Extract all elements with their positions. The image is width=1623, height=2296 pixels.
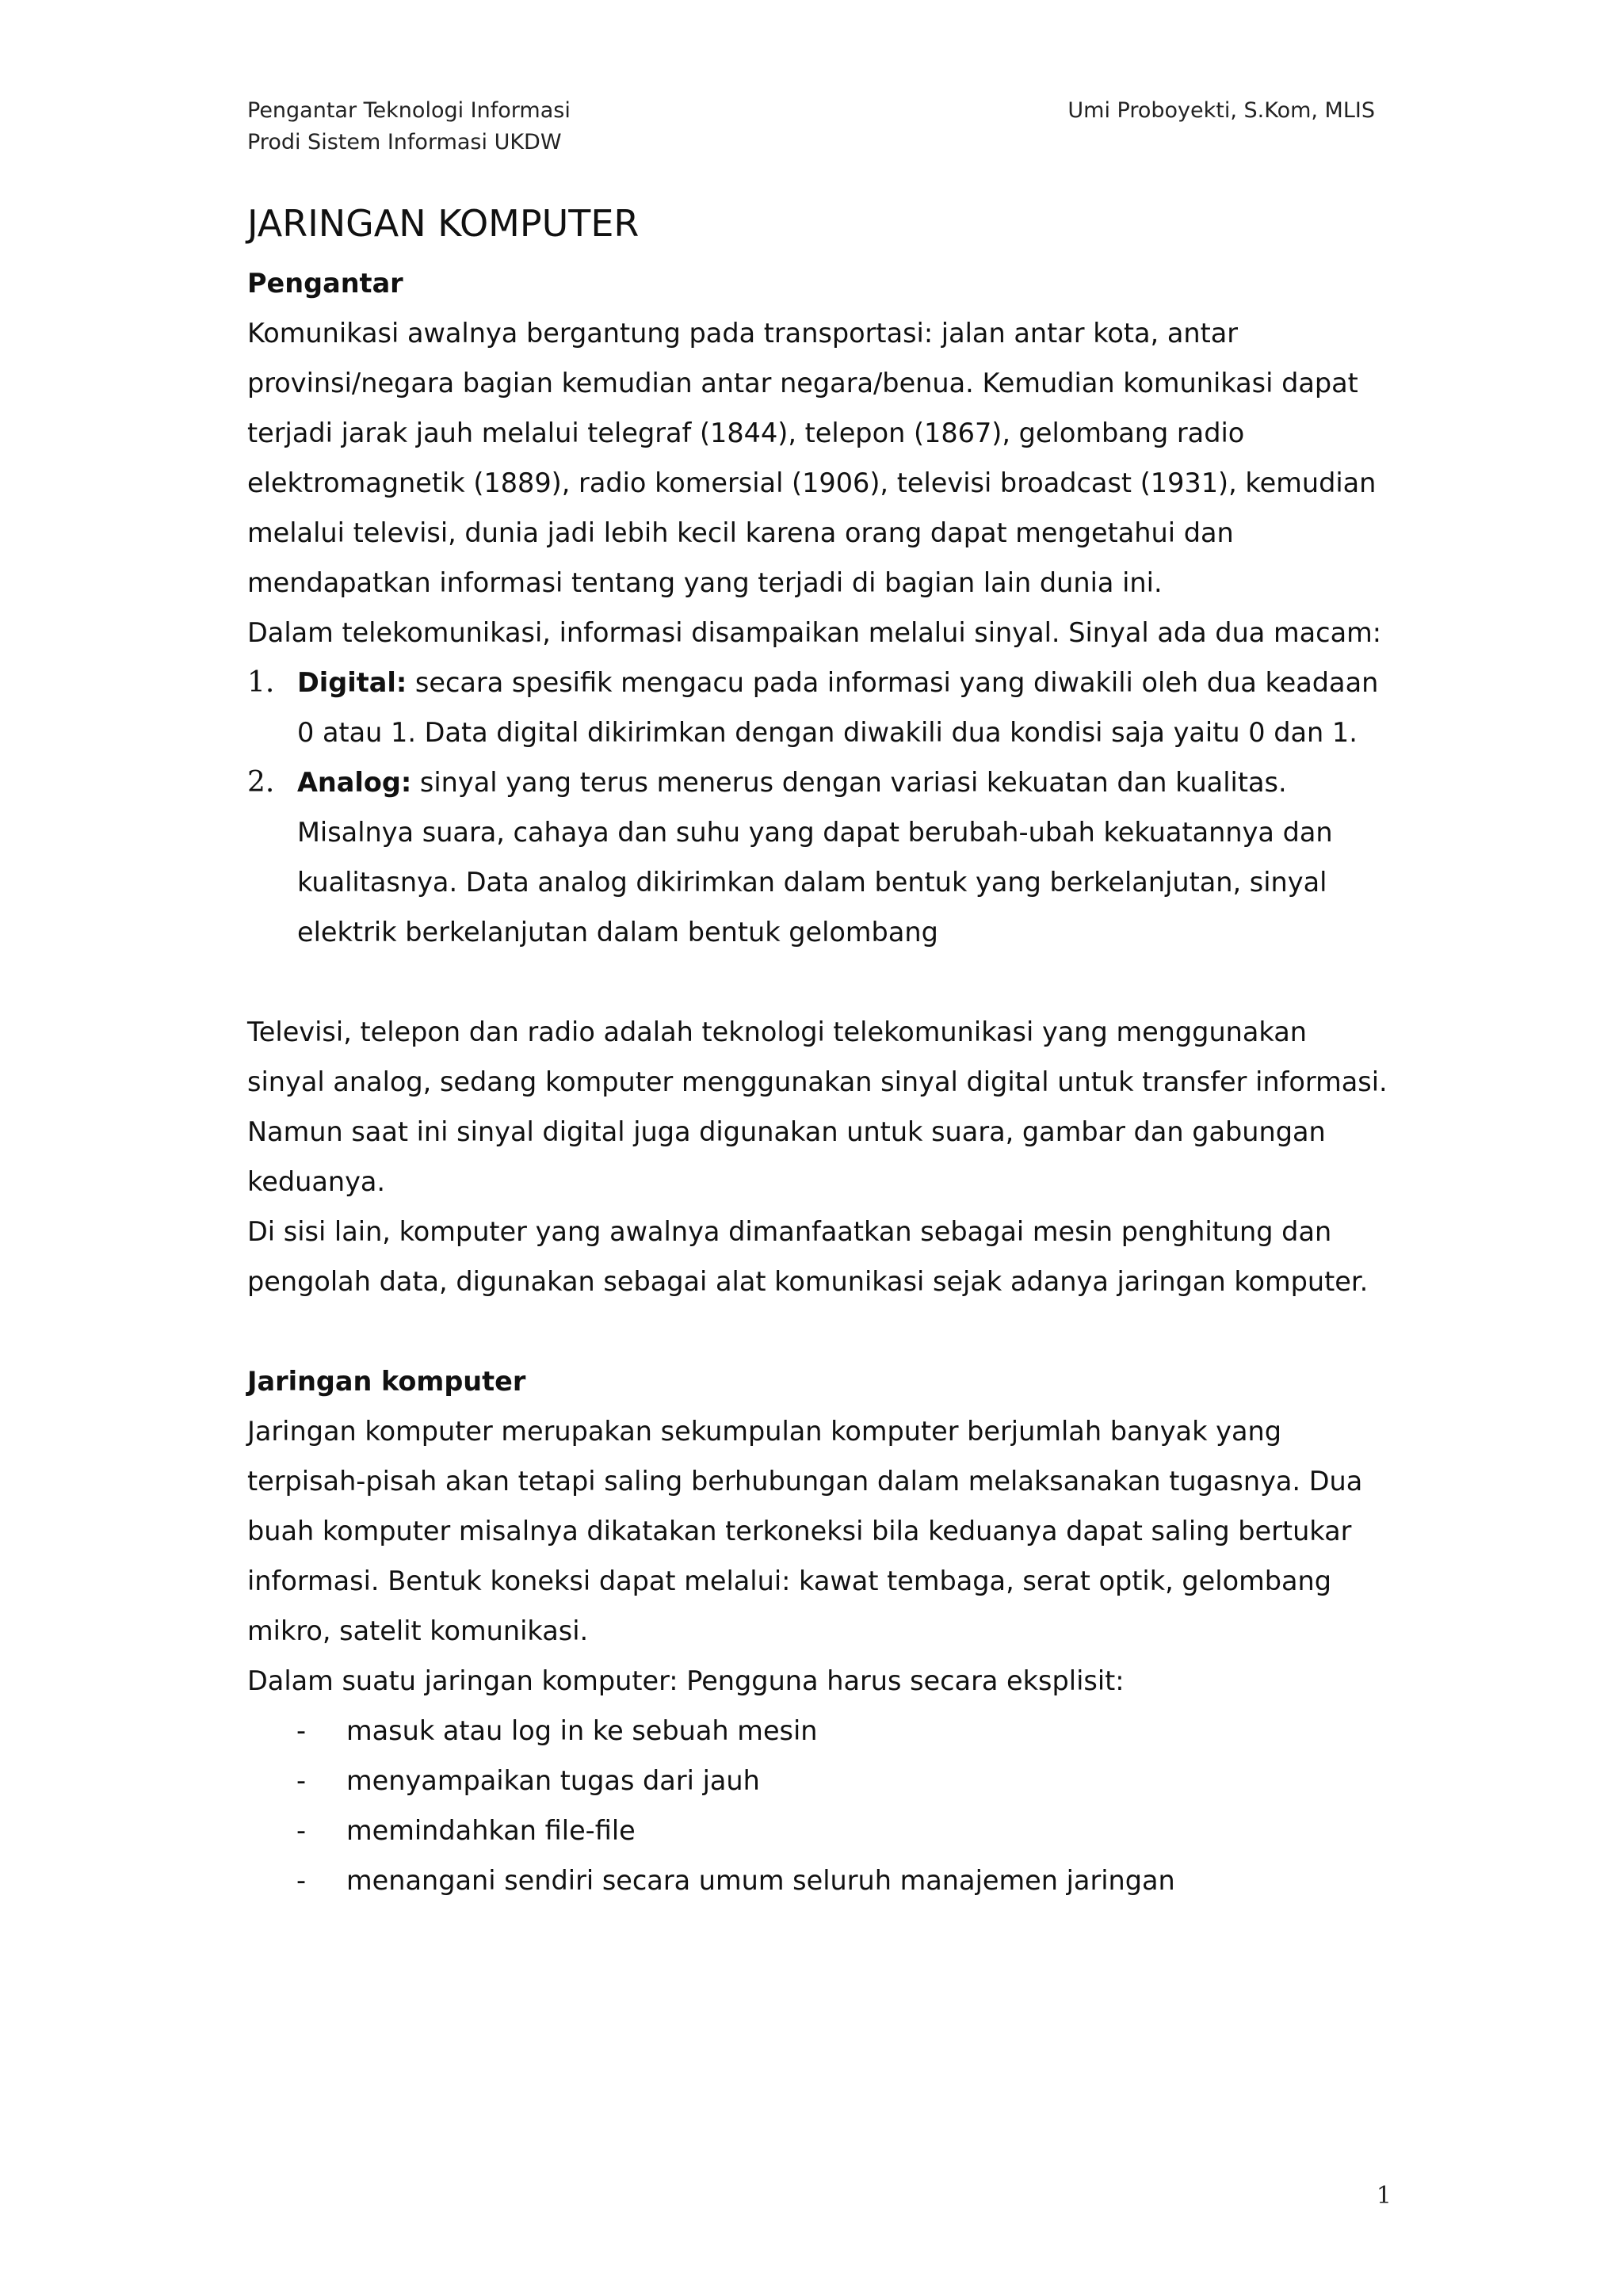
paragraph: Dalam suatu jaringan komputer: Pengguna harus secara eksplisit:	[247, 1665, 1125, 1696]
list-item	[247, 1806, 1388, 1855]
signal-type-list	[247, 658, 1388, 957]
section-heading-pengantar: Pengantar	[247, 268, 403, 299]
list-number: 2.	[247, 766, 275, 799]
dash-bullet: -	[296, 1715, 307, 1746]
paragraph: Jaringan komputer merupakan sekumpulan komputer berjumlah banyak yang terpisah-pisah akan tetapi saling berhubungan dalam melaksanakan tugasnya. Dua buah komputer misalnya dikatakan terkoneksi bila keduanya dapat saling bertukar informasi. Bentuk koneksi dapat melalui: kawat tembaga, serat optik, gelombang mikro, satelit komunikasi.	[247, 1416, 1363, 1646]
list-item	[247, 1855, 1388, 1905]
paragraph: Televisi, telepon dan radio adalah teknologi telekomunikasi yang menggunakan sinyal analog, sedang komputer menggunakan sinyal digital untuk transfer informasi. Namun saat ini sinyal digital juga digunakan untuk suara, gambar dan gabungan keduanya.	[247, 1016, 1388, 1197]
document-body	[247, 258, 1388, 1905]
list-text: menangani sendiri secara umum seluruh manajemen jaringan	[346, 1865, 1175, 1896]
document-title: JARINGAN KOMPUTER	[247, 202, 640, 245]
list-item	[247, 1756, 1388, 1806]
dash-bullet: -	[296, 1815, 307, 1846]
dash-bullet: -	[296, 1765, 307, 1796]
dash-bullet: -	[296, 1865, 307, 1896]
paragraph: Dalam telekomunikasi, informasi disampaikan melalui sinyal. Sinyal ada dua macam:	[247, 617, 1382, 648]
user-task-list	[247, 1706, 1388, 1905]
list-text: menyampaikan tugas dari jauh	[346, 1765, 760, 1796]
list-term: Digital:	[297, 667, 407, 698]
list-text: sinyal yang terus menerus dengan variasi kekuatan dan kualitas. Misalnya suara, cahaya dan suhu yang dapat berubah-ubah kekuatannya dan kualitasnya. Data analog dikirimkan dalam bentuk yang berkelanjutan, sinyal elektrik berkelanjutan dalam bentuk gelombang	[297, 767, 1333, 948]
paragraph-spacer	[247, 1306, 1388, 1356]
list-item	[247, 1706, 1388, 1756]
list-item-digital	[247, 658, 1388, 757]
list-text: secara spesifik mengacu pada informasi yang diwakili oleh dua keadaan 0 atau 1. Data digital dikirimkan dengan diwakili dua kondisi saja yaitu 0 dan 1.	[297, 667, 1379, 748]
list-text: masuk atau log in ke sebuah mesin	[346, 1715, 818, 1746]
page-number: 1	[1376, 2182, 1392, 2210]
header-left	[247, 95, 571, 158]
paragraph: Komunikasi awalnya bergantung pada transportasi: jalan antar kota, antar provinsi/negara bagian kemudian antar negara/benua. Kemudian komunikasi dapat terjadi jarak jauh melalui telegraf (1844), telepon (1867), gelombang radio elektromagnetik (1889), radio komersial (1906), televisi broadcast (1931), kemudian melalui televisi, dunia jadi lebih kecil karena orang dapat mengetahui dan mendapatkan informasi tentang yang terjadi di bagian lain dunia ini.	[247, 318, 1377, 598]
author-name: Umi Proboyekti, S.Kom, MLIS	[1067, 98, 1375, 123]
program-name: Prodi Sistem Informasi UKDW	[247, 130, 562, 154]
section-heading-jaringan-komputer: Jaringan komputer	[247, 1366, 526, 1397]
paragraph: Di sisi lain, komputer yang awalnya dimanfaatkan sebagai mesin penghitung dan pengolah data, digunakan sebagai alat komunikasi sejak adanya jaringan komputer.	[247, 1216, 1369, 1297]
list-item-analog	[247, 757, 1388, 957]
course-name: Pengantar Teknologi Informasi	[247, 98, 571, 123]
list-number: 1.	[247, 666, 275, 699]
list-term: Analog:	[297, 767, 412, 798]
paragraph-spacer	[247, 957, 1388, 1007]
list-text: memindahkan file-file	[346, 1815, 636, 1846]
